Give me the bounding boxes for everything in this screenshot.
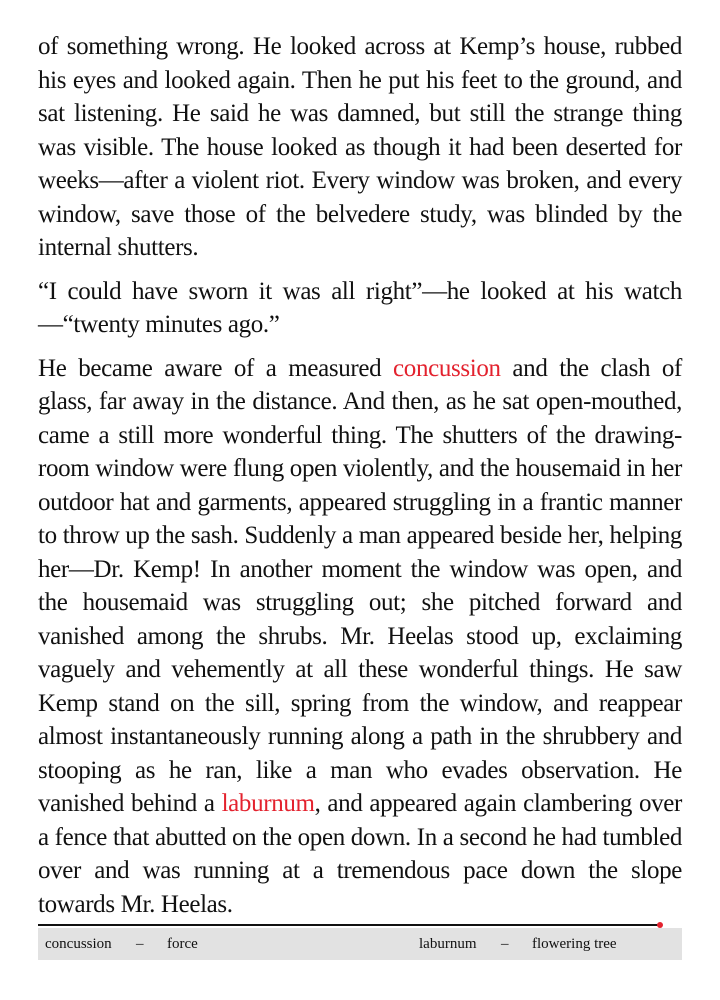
paragraph-3-text-end: , and appeared again clambering over a fence that abutted on the open down. In a second he had tumbled over and was running at a tremendous pace down the slope towards Mr. Heelas.: [38, 790, 682, 918]
glossary-term-1: concussion: [45, 936, 112, 952]
page-body: [38, 30, 682, 931]
glossary-bar: [38, 928, 682, 960]
paragraph-1-text: of something wrong. He looked across at Kemp’s house, rubbed his eyes and looked again. Then he put his feet to the ground, and sat listening. He said he was damned, but still the strange thing was visible. The house looked as though it had been deserted for weeks—after a violent riot. Every window was broken, and every window, save those of the belvedere study, was blinded by the internal shutters.: [38, 33, 682, 261]
paragraph-2-text: “I could have sworn it was all right”—he looked at his watch—“twenty minutes ago.”: [38, 277, 682, 338]
footnote-divider: [38, 924, 662, 926]
paragraph-1: [38, 30, 682, 265]
glossary-definition-2: flowering tree: [532, 936, 617, 952]
paragraph-3: [38, 352, 682, 922]
glossary-definition-1: force: [167, 936, 198, 952]
paragraph-3-text-middle: and the clash of glass, far away in the distance. And then, as he sat open-mouthed, came a still more wonderful thing. The shutters of the drawing-room window were flung open violently, and the housemaid in her outdoor hat and garments, appeared struggling in a frantic manner to throw up the sash. Suddenly a man appeared beside her, helping her—Dr. Kemp! In another moment the window was open, and the housemaid was struggling out; she pitched forward and vanished among the shrubs. Mr. Heelas stood up, exclaiming vaguely and vehemently at all these wonderful things. He saw Kemp stand on the sill, spring from the window, and reappear almost instantaneously running along a path in the shrubbery and stooping as he ran, like a man who evades observation. He vanished behind a: [38, 354, 682, 817]
glossary-separator-2: –: [501, 936, 509, 952]
paragraph-3-text-start: He became aware of a measured: [38, 354, 394, 382]
glossary-word-laburnum[interactable]: laburnum: [221, 790, 315, 817]
glossary-separator-1: –: [136, 936, 144, 952]
glossary-term-2: laburnum: [419, 936, 477, 952]
glossary-word-concussion[interactable]: concussion: [393, 354, 501, 382]
paragraph-2: [38, 275, 682, 342]
